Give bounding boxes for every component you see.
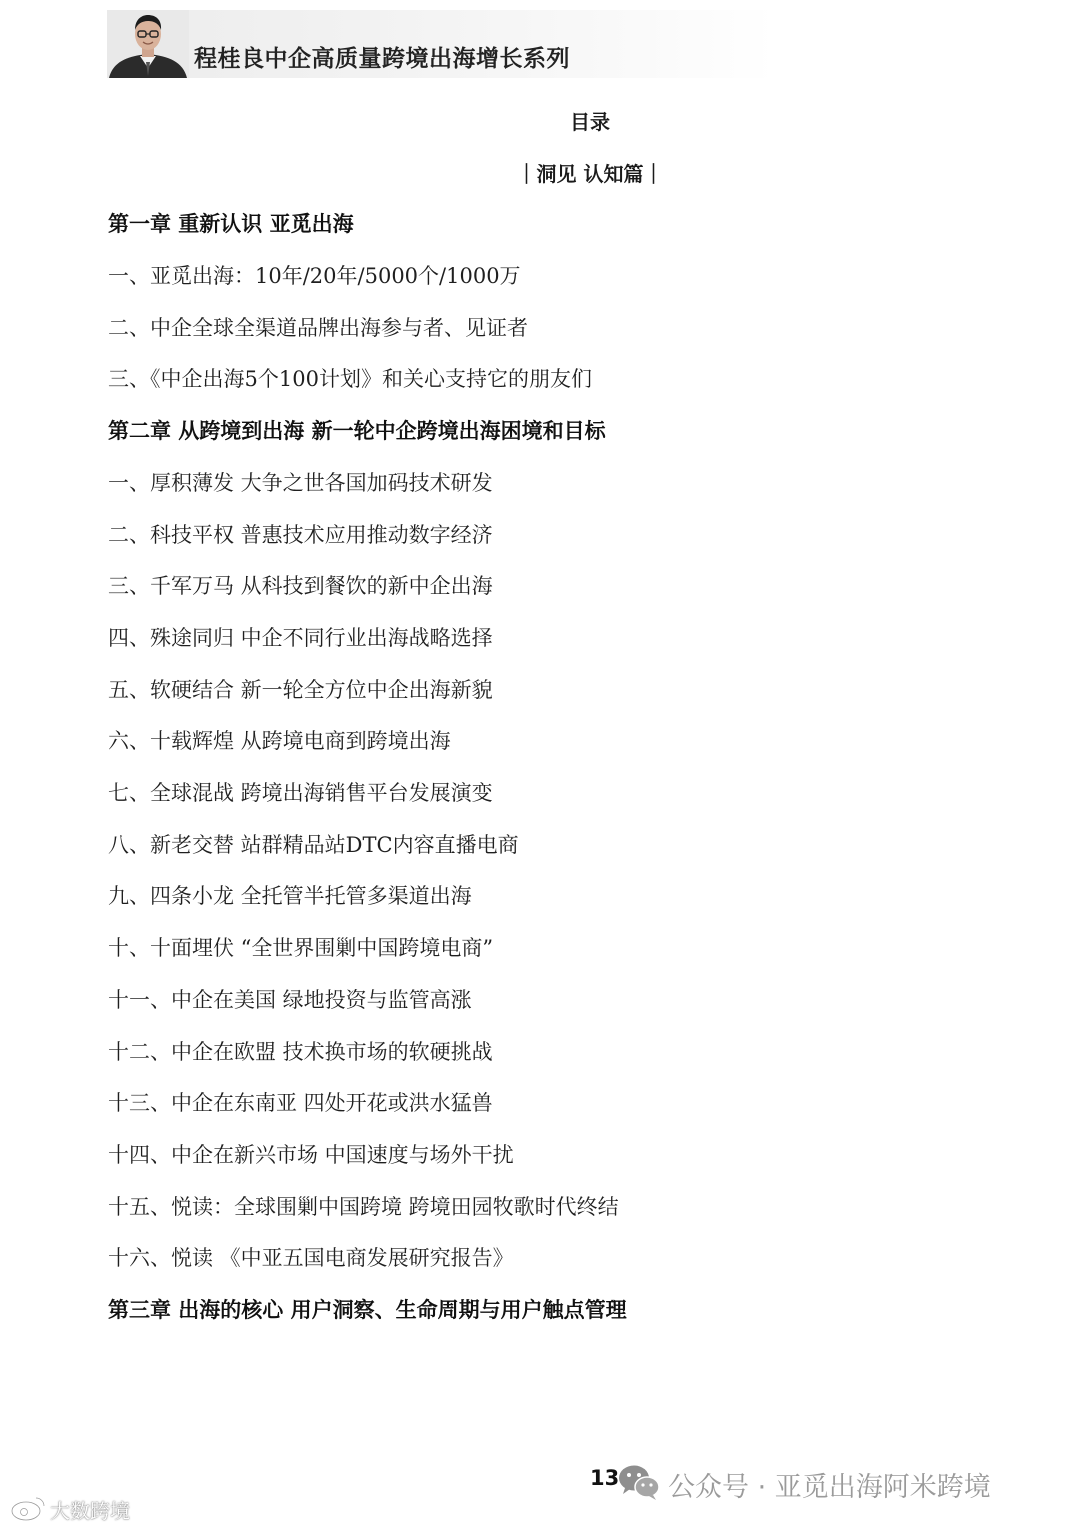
toc-item: 六、十载辉煌 从跨境电商到跨境出海 — [108, 729, 451, 753]
toc-item: 二、中企全球全渠道品牌出海参与者、见证者 — [108, 316, 528, 340]
toc-item: 二、科技平权 普惠技术应用推动数字经济 — [108, 523, 493, 547]
toc-chapter: 第二章 从跨境到出海 新一轮中企跨境出海困境和目标 — [108, 418, 606, 443]
section-title: ｜洞见 认知篇｜ — [516, 162, 664, 186]
toc-item: 九、四条小龙 全托管半托管多渠道出海 — [108, 884, 472, 908]
toc-item: 三、《中企出海5个100计划》和关心支持它的朋友们 — [108, 367, 592, 391]
banner-title: 程桂良中企高质量跨境出海增长系列 — [194, 46, 570, 72]
page-number: 13 — [590, 1466, 620, 1490]
toc-title: 目录 — [570, 110, 610, 134]
toc-item: 十六、悦读 《中亚五国电商发展研究报告》 — [108, 1246, 514, 1270]
toc-item: 十二、中企在欧盟 技术换市场的软硬挑战 — [108, 1040, 493, 1064]
toc-item: 十五、悦读：全球围剿中国跨境 跨境田园牧歌时代终结 — [108, 1195, 619, 1219]
toc-item: 一、厚积薄发 大争之世各国加码技术研发 — [108, 471, 493, 495]
wechat-account-label: 公众号 · 亚觅出海阿米跨境 — [668, 1472, 991, 1503]
toc-item: 八、新老交替 站群精品站DTC内容直播电商 — [108, 833, 519, 857]
toc-chapter: 第一章 重新认识 亚觅出海 — [108, 211, 354, 236]
toc-item: 三、千军万马 从科技到餐饮的新中企出海 — [108, 574, 493, 598]
toc-item: 十一、中企在美国 绿地投资与监管高涨 — [108, 988, 472, 1012]
weibo-watermark-label: 大数跨境 — [50, 1499, 130, 1523]
wechat-icon — [617, 1463, 661, 1501]
toc-item: 一、亚觅出海：10年/20年/5000个/1000万 — [108, 264, 521, 288]
toc-item: 十、十面埋伏 “全世界围剿中国跨境电商” — [108, 936, 494, 960]
toc-item: 十三、中企在东南亚 四处开花或洪水猛兽 — [108, 1091, 493, 1115]
toc-chapter: 第三章 出海的核心 用户洞察、生命周期与用户触点管理 — [108, 1297, 627, 1322]
toc-item: 四、殊途同归 中企不同行业出海战略选择 — [108, 626, 493, 650]
weibo-icon — [10, 1494, 48, 1522]
toc-item: 五、软硬结合 新一轮全方位中企出海新貌 — [108, 678, 493, 702]
toc-item: 十四、中企在新兴市场 中国速度与场外干扰 — [108, 1143, 514, 1167]
person-portrait-icon — [107, 10, 189, 78]
toc-item: 七、全球混战 跨境出海销售平台发展演变 — [108, 781, 493, 805]
